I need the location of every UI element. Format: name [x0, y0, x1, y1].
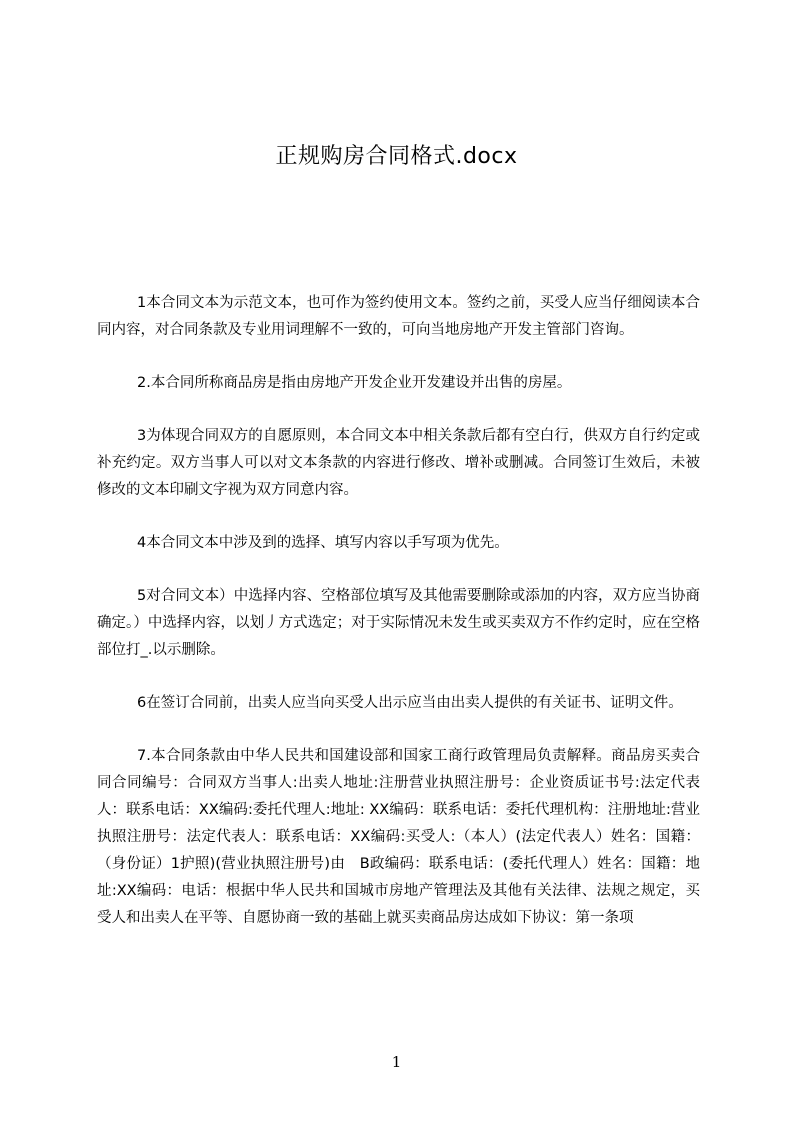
paragraph-3: 3为体现合同双方的自愿原则，本合同文本中相关条款后都有空白行，供双方自行约定或补充约定。双方当事人可以对文本条款的内容进行修改、增补或删减。合同签订生效后，未被修改的文本印刷文字视为双方同意内容。 — [97, 428, 700, 498]
paragraph-5: 5对合同文本）中选择内容、空格部位填写及其他需要删除或添加的内容，双方应当协商确定。）中选择内容，以划丿方式选定；对于实际情况未发生或买卖双方不作约定时，应在空格部位打_.以示删除。 — [97, 588, 700, 658]
paragraph-4: 4本合同文本中涉及到的选择、填写内容以手写项为优先。 — [137, 535, 509, 551]
document-title: 正规购房合同格式.docx — [275, 144, 518, 169]
paragraph-1: 1本合同文本为示范文本，也可作为签约使用文本。签约之前，买受人应当仔细阅读本合同内容，对合同条款及专业用词理解不一致的，可向当地房地产开发主管部门咨询。 — [97, 295, 700, 338]
paragraph-6: 6在签订合同前，出卖人应当向买受人出示应当由出卖人提供的有关证书、证明文件。 — [137, 695, 683, 711]
paragraph-7: 7.本合同条款由中华人民共和国建设部和国家工商行政管理局负责解释。商品房买卖合同合同编号：合同双方当事人:出卖人地址:注册营业执照注册号：企业资质证书号:法定代表人：联系电话：XX编码:委托代理人:地址: XX编码：联系电话：委托代理机构：注册地址:营业执照注册号：法定代表人：联系电话：XX编码:买受人:（本人）(法定代表人）姓名：国籍：（身份证）1护照)(营业执照注册号)由 B政编码：联系电话：(委托代理人）姓名：国籍：地址:XX编码：电话：根据中华人民共和国城市房地产管理法及其他有关法律、法规之规定，买受人和出卖人在平等、自愿协商一致的基础上就买卖商品房达成如下协议：第一条项 — [97, 748, 700, 926]
page-number: 1 — [391, 1053, 402, 1071]
paragraph-2: 2.本合同所称商品房是指由房地产开发企业开发建设并出售的房屋。 — [137, 375, 572, 391]
document-body — [97, 290, 700, 958]
